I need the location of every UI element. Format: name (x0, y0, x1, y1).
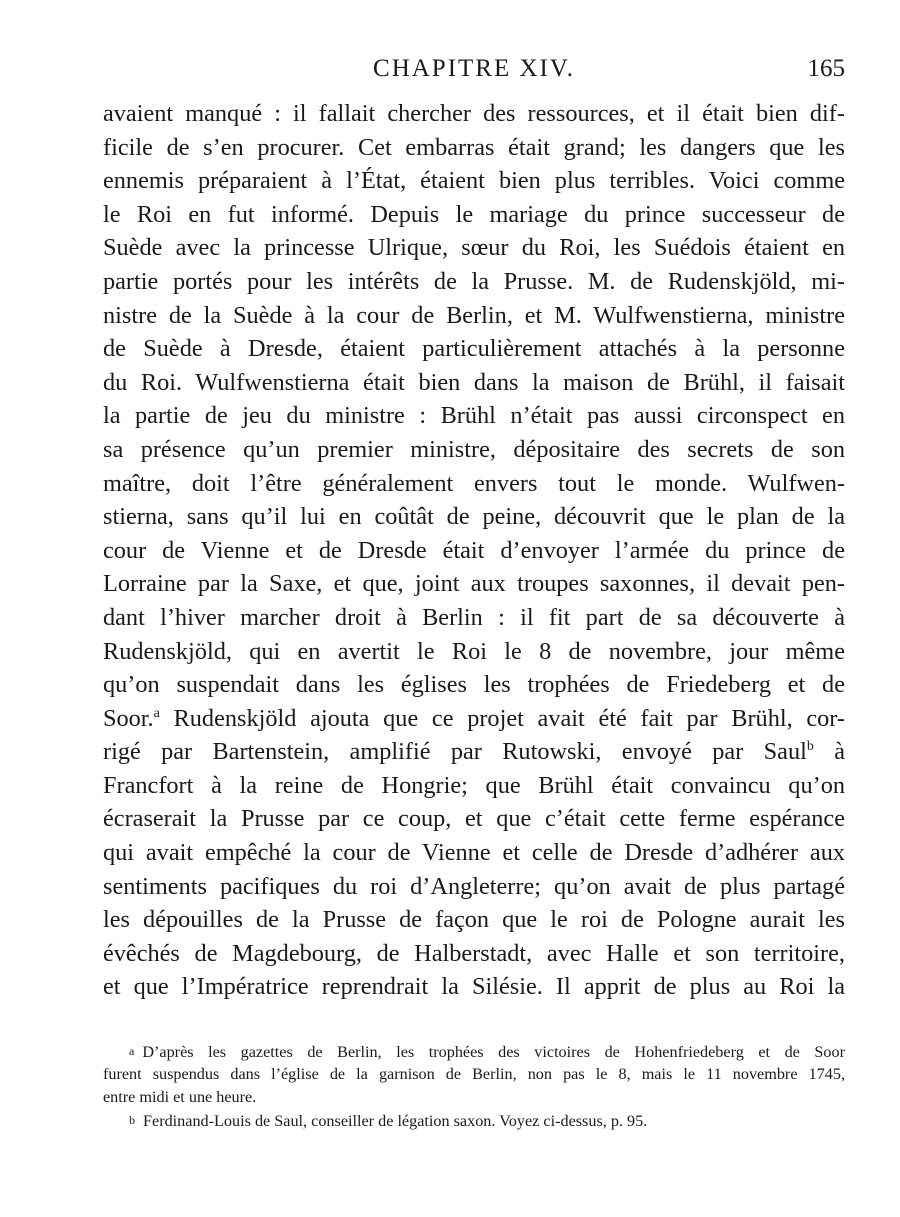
text-line-with-footnote-a (103, 702, 845, 736)
footnote-line: furent suspendus dans l’église de la garnison de Berlin, non pas le 8, mais le 11 novembre 1745, (103, 1065, 845, 1083)
text-line: sa présence qu’un premier ministre, dépositaire des secrets de son (103, 435, 845, 463)
footnote-text: Ferdinand-Louis de Saul, conseiller de légation saxon. Voyez ci-dessus, p. 95. (143, 1112, 648, 1130)
text-segment: à (834, 738, 845, 766)
footnote-ref-a: a (153, 705, 160, 721)
text-line: du Roi. Wulfwenstierna était bien dans la maison de Brühl, il faisait (103, 368, 845, 396)
text-line: les dépouilles de la Prusse de façon que le roi de Pologne aurait les (103, 906, 845, 934)
text-line: écraserait la Prusse par ce coup, et que c’était cette ferme espérance (103, 805, 845, 833)
text-line: de Suède à Dresde, étaient particulièrement attachés à la personne (103, 335, 845, 363)
text-segment: rigé par Bartenstein, amplifié par Rutowski, envoyé par Saul (103, 738, 807, 766)
footnote-a (103, 1040, 845, 1109)
text-line: sentiments pacifiques du roi d’Angleterre; qu’on avait de plus partagé (103, 872, 845, 900)
text-line: Rudenskjöld, qui en avertit le Roi le 8 de novembre, jour même (103, 637, 845, 665)
footnote-marker: a (129, 1044, 135, 1058)
text-line: maître, doit l’être généralement envers tout le monde. Wulfwen- (103, 469, 845, 497)
running-head (103, 52, 845, 86)
text-line: le Roi en fut informé. Depuis le mariage du prince successeur de (103, 200, 845, 228)
footnote-ref-b: b (806, 739, 814, 755)
text-line: ficile de s’en procurer. Cet embarras était grand; les dangers que les (103, 133, 845, 161)
text-line: et que l’Impératrice reprendrait la Silésie. Il apprit de plus au Roi la (103, 973, 845, 1001)
text-line: qu’on suspendait dans les églises les trophées de Friedeberg et de (103, 671, 845, 699)
footnote-line (103, 1040, 845, 1063)
text-line: évêchés de Magdebourg, de Halberstadt, avec Halle et son territoire, (103, 939, 845, 967)
text-line: nistre de la Suède à la cour de Berlin, et M. Wulfwenstierna, ministre (103, 301, 845, 329)
footnote-b (103, 1109, 845, 1132)
footnote-line (103, 1109, 845, 1132)
text-line: Lorraine par la Saxe, et que, joint aux troupes saxonnes, il devait pen- (103, 570, 845, 598)
text-line: dant l’hiver marcher droit à Berlin : il fit part de sa découverte à (103, 603, 845, 631)
body-text (103, 97, 845, 1004)
footnote-marker: b (129, 1113, 135, 1127)
text-line: la partie de jeu du ministre : Brühl n’était pas aussi circonspect en (103, 402, 845, 430)
text-line: avaient manqué : il fallait chercher des ressources, et il était bien dif- (103, 100, 845, 127)
text-line: Suède avec la princesse Ulrique, sœur du Roi, les Suédois étaient en (103, 234, 845, 262)
text-line: ennemis préparaient à l’État, étaient bien plus terribles. Voici comme (103, 167, 845, 195)
footnote-line: entre midi et une heure. (103, 1088, 257, 1106)
footnotes (103, 1040, 845, 1132)
text-line: partie portés pour les intérêts de la Prusse. M. de Rudenskjöld, mi- (103, 267, 845, 295)
footnote-text: D’après les gazettes de Berlin, les trophées des victoires de Hohenfriedeberg et de Soor (142, 1043, 845, 1061)
text-line: stierna, sans qu’il lui en coûtât de peine, découvrit que le plan de la (103, 503, 845, 531)
text-line: cour de Vienne et de Dresde était d’envoyer l’armée du prince de (103, 536, 845, 564)
text-segment: Soor. (103, 704, 154, 732)
text-line: qui avait empêché la cour de Vienne et celle de Dresde d’adhérer aux (103, 839, 845, 867)
text-line: Francfort à la reine de Hongrie; que Brühl était convaincu qu’on (103, 771, 845, 799)
page-number: 165 (807, 55, 845, 82)
chapter-title: CHAPITRE XIV. (373, 55, 575, 82)
text-line-with-footnote-b (103, 735, 845, 769)
text-segment: Rudenskjöld ajouta que ce projet avait été fait par Brühl, cor- (173, 704, 846, 732)
